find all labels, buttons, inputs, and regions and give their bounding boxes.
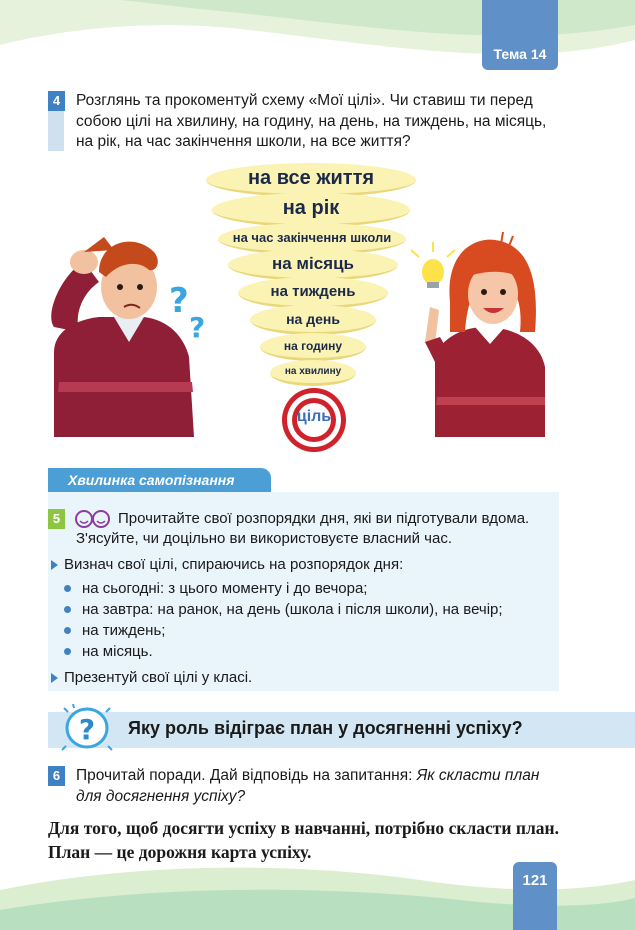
task-6-instruction: Прочитай поради. Дай відповідь на запитання: <box>76 767 413 784</box>
success-plan-paragraph: Для того, щоб досягти успіху в навчанні, потрібно скласти план. План — це дорожня карта успіху. <box>48 818 559 862</box>
task-6-text-block <box>76 766 559 807</box>
bullet-icon <box>64 648 71 655</box>
goal-level-week: на тиждень <box>238 277 388 309</box>
question-section-title: Яку роль відіграє план у досягненні успіху? <box>128 718 523 738</box>
goal-item-week: на тиждень; <box>82 622 166 639</box>
question-icon <box>60 704 114 754</box>
arrow-bullet-icon <box>51 673 58 683</box>
bullet-icon <box>64 606 71 613</box>
target-icon <box>282 388 346 452</box>
goal-item-tomorrow: на завтра: на ранок, на день (школа і після школи), на вечір; <box>82 601 503 618</box>
goal-level-day: на день <box>250 305 376 335</box>
goal-item-today: на сьогодні: з цього моменту і до вечора; <box>82 580 368 597</box>
present-goals-text: Презентуй свої цілі у класі. <box>64 669 253 686</box>
task-5-number: 5 <box>48 509 65 529</box>
self-knowledge-title: Хвилинка самопізнання <box>48 468 271 492</box>
task-4-text: Розглянь та прокоментуй схему «Мої цілі». Чи ставиш ти перед собою цілі на хвилину, на годину, на день, на тиждень, на місяць, на рік, на час закінчення школи, на все життя? <box>76 92 547 150</box>
bullet-icon <box>64 585 71 592</box>
goal-level-year: на рік <box>212 193 410 227</box>
task-5-line-1: Прочитайте свої розпорядки дня, які ви підготували вдома. <box>118 510 530 527</box>
arrow-bullet-icon <box>51 560 58 570</box>
topic-tab: Тема 14 <box>482 0 558 70</box>
task-6-question: Як скласти план для досягнення успіху? <box>76 767 540 805</box>
goal-level-hour: на годину <box>260 333 366 361</box>
confused-boy-illustration <box>44 232 214 437</box>
goal-level-month: на місяць <box>228 249 398 281</box>
goal-item-month: на місяць. <box>82 643 153 660</box>
svg-text:?: ? <box>189 311 206 344</box>
svg-text:?: ? <box>78 713 96 746</box>
goal-level-school-end: на час закінчення школи <box>218 223 406 255</box>
task-4-side-bar <box>48 111 64 151</box>
girl-with-idea-illustration <box>405 232 550 437</box>
task-5-line-2: З'ясуйте, чи доцільно ви використовуєте власний час. <box>76 530 453 547</box>
task-4-number: 4 <box>48 91 65 111</box>
svg-text:?: ? <box>169 281 189 321</box>
goal-level-minute: на хвилину <box>270 360 356 386</box>
define-goals-text: Визнач свої цілі, спираючись на розпорядок дня: <box>64 556 404 573</box>
target-label: ціль <box>296 408 332 425</box>
task-6-number: 6 <box>48 766 65 786</box>
group-faces-icon <box>73 509 113 529</box>
goal-level-lifetime: на все життя <box>206 163 416 197</box>
bullet-icon <box>64 627 71 634</box>
page-number: 121 <box>513 862 557 930</box>
